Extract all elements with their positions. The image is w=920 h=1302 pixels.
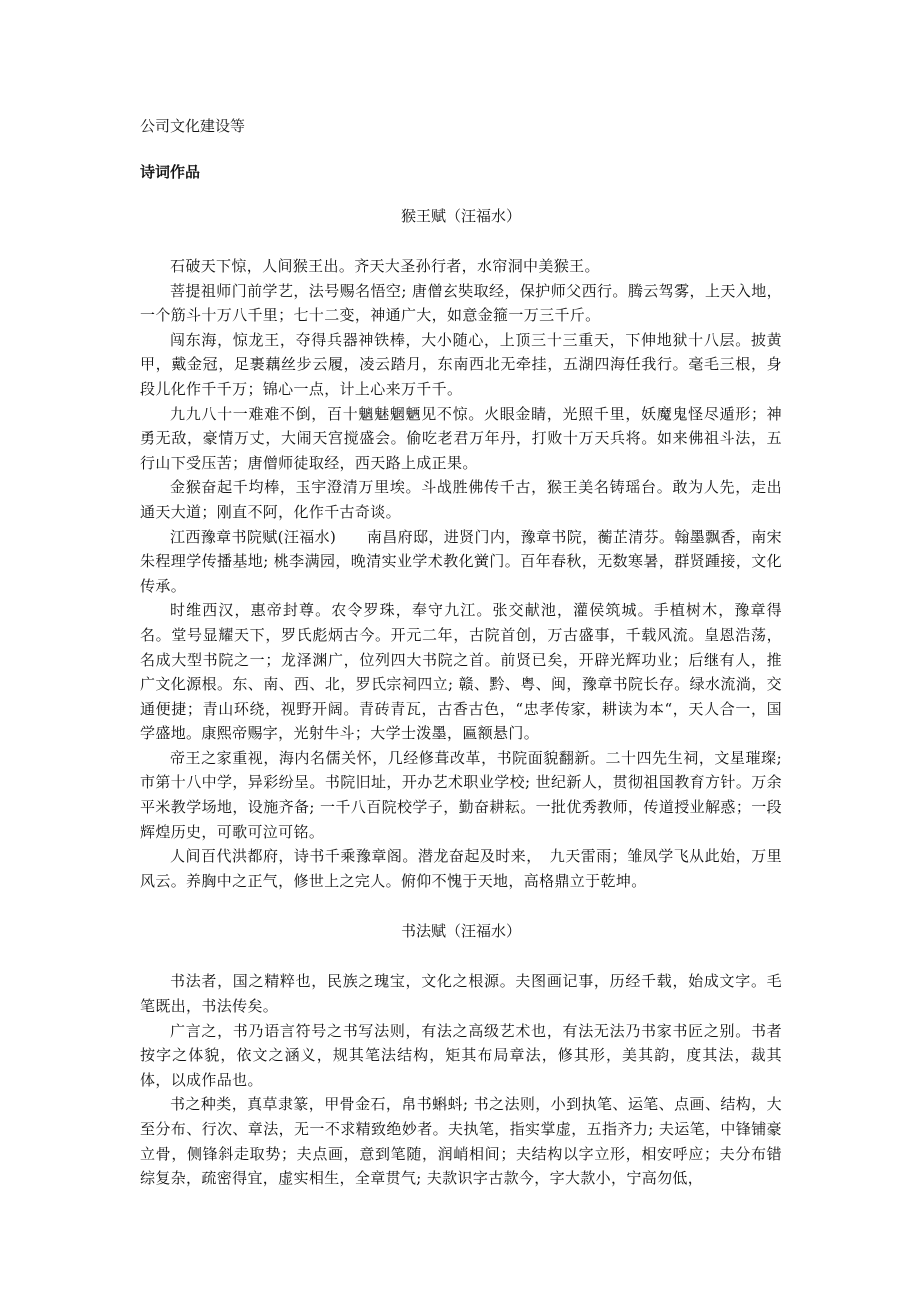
- paragraph: 闯东海，惊龙王，夺得兵器神铁棒，大小随心，上顶三十三重天，下伸地狱十八层。披黄甲，戴金冠，足裹藕丝步云履，凌云踏月，东南西北无牵挂，五湖四海任我行。毫毛三根，身段儿化作千千万；锦心一点，计上心来万千千。: [140, 330, 782, 398]
- paragraph: 九九八十一难难不倒，百十魑魅魍魉见不惊。火眼金睛，光照千里，妖魔鬼怪尽遁形；神勇无敌，豪情万丈，大闹天宫搅盛会。偷吃老君万年丹，打败十万天兵将。如来佛祖斗法，五行山下受压苦；唐僧师徒取经，西天路上成正果。: [140, 404, 782, 472]
- paragraph: 书之种类，真草隶篆，甲骨金石，帛书蝌蚪; 书之法则，小到执笔、运笔、点画、结构，大至分布、行次、章法，无一不求精致绝妙者。夫执笔，指实掌虚，五指齐力; 夫运笔，中锋铺豪立骨，侧锋斜走取势；夫点画，意到笔随，润峭相间；夫结构以字立形，相安呼应；夫分布错综复杂，疏密得宜，虚实相生，全章贯气; 夫款识字古款今，字大款小，宁高勿低，: [140, 1095, 782, 1188]
- paragraph: 时维西汉，惠帝封尊。农令罗珠，奉守九江。张交献池，灌侯筑城。手植树木，豫章得名。堂号显耀天下，罗氏彪炳古今。开元二年，古院首创，万古盛事，千载风流。皇恩浩荡，名成大型书院之一；龙泽渊广，位列四大书院之首。前贤已矣，开辟光辉功业；后继有人，推广文化源根。东、南、西、北，罗氏宗祠四立; 赣、黔、粤、闽，豫章书院长存。绿水流淌，交通便捷；青山环绕，视野开阔。青砖青瓦，古香古色，“忠孝传家，耕读为本“，天人合一，国学盛地。康熙帝赐字，光射牛斗；大学士泼墨，匾额悬门。: [140, 601, 782, 743]
- paragraph: 金猴奋起千均棒，玉宇澄清万里埃。斗战胜佛传千古，猴王美名铸瑶台。敢为人先，走出通天大道；刚直不阿，化作千古奇谈。: [140, 478, 782, 521]
- paragraph: 帝王之家重视，海内名儒关怀，几经修葺改革，书院面貌翻新。二十四先生祠，文星璀璨; 市第十八中学，异彩纷呈。书院旧址，开办艺术职业学校; 世纪新人，贯彻祖国教育方针。万余平米教学场地，设施齐备; 一千八百院校学子，勤奋耕耘。一批优秀教师，传道授业解惑；一段辉煌历史，可歌可泣可铭。: [140, 748, 782, 841]
- poem-title: 猴王赋（汪福水）: [400, 207, 521, 225]
- paragraph: 菩提祖师门前学艺，法号赐名悟空; 唐僧玄奘取经，保护师父西行。腾云驾雾，上天入地，一个筋斗十万八千里；七十二变，神通广大，如意金箍一万三千斤。: [140, 281, 782, 325]
- page-header: 公司文化建设等: [140, 117, 246, 135]
- paragraph: 书法者，国之精粹也，民族之瑰宝，文化之根源。夫图画记事，历经千载，始成文字。毛笔既出，书法传矣。: [140, 972, 782, 1016]
- paragraph: 江西豫章书院赋(汪福水) 南昌府邸，进贤门内，豫章书院，蘅芷清芬。翰墨飘香，南宋朱程理学传播基地; 桃李满园，晚清实业学术教化黉门。百年春秋，无数寒暑，群贤踵接，文化传承。: [140, 527, 782, 595]
- poem-title: 书法赋（汪福水）: [400, 922, 521, 941]
- paragraph: 广言之，书乃语言符号之书写法则，有法之高级艺术也，有法无法乃书家书匠之别。书者按字之体貌，依文之涵义，规其笔法结构，矩其布局章法，修其形，美其韵，度其法，裁其体，以成作品也。: [140, 1021, 782, 1089]
- section-title: 诗词作品: [140, 163, 201, 181]
- document-body: [140, 116, 782, 1191]
- paragraph: 石破天下惊，人间猴王出。齐天大圣孙行者，水帘洞中美猴王。: [170, 257, 600, 275]
- paragraph: 人间百代洪都府，诗书千乘豫章阁。潜龙奋起及时来， 九天雷雨；雏凤学飞从此始，万里风云。养胸中之正气，修世上之完人。俯仰不愧于天地，高格鼎立于乾坤。: [140, 847, 782, 890]
